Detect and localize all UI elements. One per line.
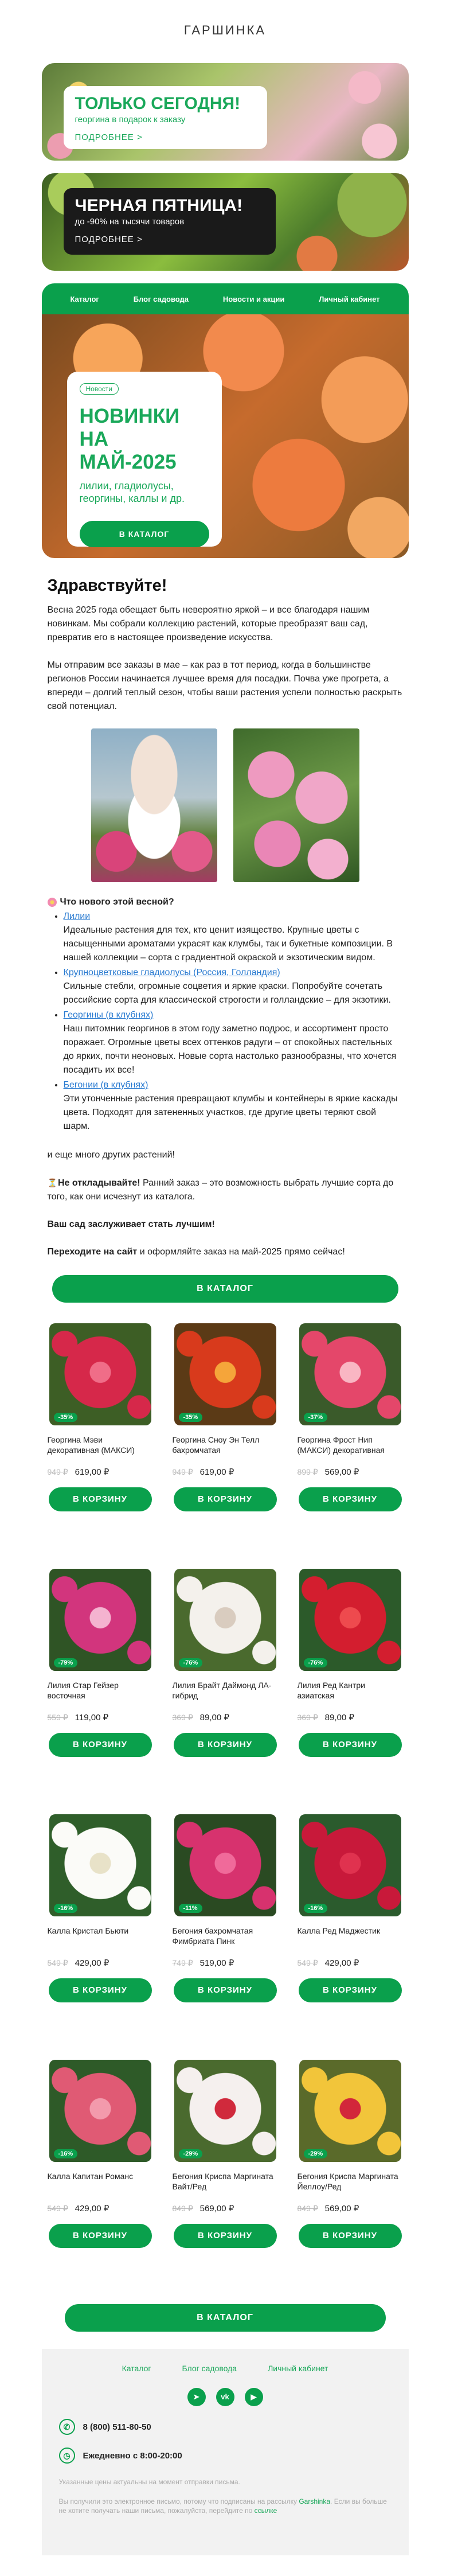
nav-catalog[interactable]: Каталог: [70, 294, 99, 303]
product-name[interactable]: Бегония Криспа Маргината Вайт/Ред: [172, 2172, 273, 2191]
footer: [42, 2349, 409, 2555]
hero-image[interactable]: [42, 314, 409, 558]
product-prices: [298, 2203, 403, 2213]
product-image[interactable]: [299, 1814, 401, 1916]
product-card[interactable]: [292, 1566, 409, 1812]
social-links: [59, 2388, 392, 2406]
hero-card: [67, 372, 222, 547]
urgent-text: Ранний заказ – это возможность выбрать лучшие сорта до того, как они исчезнут из каталога.: [47, 1178, 394, 1202]
email-column: [42, 0, 409, 2555]
category-item: [64, 966, 403, 1007]
telegram-icon[interactable]: ➤: [187, 2388, 206, 2406]
promo-more-link[interactable]: ПОДРОБНЕЕ >: [75, 132, 143, 142]
current-price: 569,00 ₽: [324, 1467, 359, 1477]
brand-link[interactable]: Garshinka: [299, 2497, 331, 2505]
hours-row: [59, 2448, 392, 2464]
product-card[interactable]: [42, 2057, 159, 2303]
garden-photo: [91, 728, 217, 882]
whats-new-text: Что нового этой весной?: [60, 897, 174, 907]
product-card[interactable]: [167, 1566, 284, 1812]
product-image[interactable]: [49, 1814, 151, 1916]
product-prices: [173, 1712, 278, 1722]
product-image[interactable]: [174, 1569, 276, 1671]
product-name[interactable]: Калла Капитан Романс: [47, 2172, 134, 2181]
discount-badge: -16%: [304, 1904, 328, 1913]
product-image[interactable]: [174, 2060, 276, 2162]
product-prices: [48, 1712, 153, 1722]
hourglass-icon: ⏳: [47, 1178, 57, 1187]
product-card[interactable]: [292, 2057, 409, 2303]
promo-title: ЧЕРНАЯ ПЯТНИЦА!: [75, 196, 243, 215]
product-name[interactable]: Георгина Сноу Эн Телл бахромчатая: [172, 1435, 260, 1455]
old-price: 899 ₽: [297, 1467, 318, 1476]
discount-badge: -35%: [54, 1413, 78, 1422]
note-mid: . Если вы больше не хотите получать наши письма, пожалуйста, перейдите по: [58, 2497, 387, 2515]
deserves-bold: Ваш сад заслуживает стать лучшим!: [47, 1219, 215, 1229]
product-card[interactable]: [42, 1566, 159, 1812]
current-price: 429,00 ₽: [75, 1958, 109, 1968]
add-to-cart-button[interactable]: В КОРЗИНУ: [174, 1733, 277, 1757]
product-image[interactable]: [49, 2060, 151, 2162]
product-name[interactable]: Лилия Стар Гейзер восточная: [47, 1681, 119, 1700]
add-to-cart-button[interactable]: В КОРЗИНУ: [174, 2224, 277, 2248]
go-paragraph: [48, 1245, 403, 1259]
unsubscribe-link[interactable]: ссылке: [254, 2507, 277, 2515]
phone-icon: ✆: [59, 2419, 75, 2435]
vk-icon[interactable]: vk: [216, 2388, 234, 2406]
add-to-cart-button[interactable]: В КОРЗИНУ: [174, 1487, 277, 1511]
product-prices: [298, 1712, 403, 1722]
product-image[interactable]: [174, 1814, 276, 1916]
letter-body: [42, 576, 409, 1259]
unsubscribe-note: [59, 2497, 392, 2515]
category-item: [64, 1008, 403, 1077]
hero-title: НОВИНКИ НА МАЙ-2025: [79, 405, 180, 473]
discount-badge: -16%: [54, 2149, 78, 2158]
discount-badge: -79%: [54, 1658, 78, 1667]
brand-logo[interactable]: ГАРШИНКА: [183, 23, 267, 37]
product-name[interactable]: Бегония бахромчатая Фимбриата Пинк: [172, 1926, 253, 1946]
product-name[interactable]: Георгина Фрост Нип (МАКСИ) декоративная: [297, 1435, 385, 1455]
promo-subtitle: до -90% на тысячи товаров: [75, 217, 185, 227]
hero-block: [42, 283, 409, 558]
footer-nav-account[interactable]: Личный кабинет: [268, 2364, 328, 2373]
add-to-cart-button[interactable]: В КОРЗИНУ: [299, 1487, 402, 1511]
more-plants-text: и еще много других растений!: [47, 1150, 175, 1160]
product-image[interactable]: [299, 1323, 401, 1425]
product-prices: [173, 1467, 278, 1477]
product-card[interactable]: [42, 1321, 159, 1566]
current-price: 429,00 ₽: [324, 1958, 359, 1968]
category-link-dahlias[interactable]: Георгины (в клубнях): [63, 1010, 154, 1020]
category-desc: Эти утонченные растения превращают клумбы и контейнеры в яркие каскады цвета. Подходят для затененных участков, где другие цветы теряют свой шарм.: [63, 1094, 398, 1131]
old-price: 369 ₽: [172, 1713, 193, 1722]
main-nav: [42, 283, 409, 314]
product-prices: [48, 2203, 153, 2213]
go-text: и оформляйте заказ на май-2025 прямо сейчас!: [137, 1247, 345, 1257]
current-price: 619,00 ₽: [199, 1467, 234, 1477]
footer-nav-catalog[interactable]: Каталог: [122, 2364, 151, 2373]
product-card[interactable]: [167, 1812, 284, 2057]
nav-account[interactable]: Личный кабинет: [319, 294, 380, 303]
product-image[interactable]: [49, 1323, 151, 1425]
promo-card-today: [64, 86, 267, 149]
old-price: 549 ₽: [47, 2204, 68, 2213]
discount-badge: -29%: [179, 2149, 203, 2158]
old-price: 949 ₽: [47, 1467, 68, 1476]
clock-icon: ◷: [59, 2448, 75, 2464]
old-price: 849 ₽: [297, 2204, 318, 2213]
product-name[interactable]: Георгина Мэви декоративная (МАКСИ): [47, 1435, 135, 1455]
promo-banner-black-friday[interactable]: [42, 173, 409, 271]
category-link-gladiolus[interactable]: Крупноцветковые гладиолусы (Россия, Голландия): [63, 968, 280, 977]
old-price: 549 ₽: [297, 1958, 318, 1967]
whats-new-heading: [48, 897, 403, 907]
working-hours: Ежедневно с 8:00-20:00: [83, 2450, 182, 2461]
discount-badge: -76%: [304, 1658, 328, 1667]
product-prices: [298, 1467, 403, 1477]
urgent-bold: Не откладывайте!: [57, 1178, 140, 1188]
product-image[interactable]: [174, 1323, 276, 1425]
current-price: 89,00 ₽: [199, 1713, 229, 1722]
price-disclaimer: Указанные цены актуальны на момент отправки письма.: [58, 2478, 240, 2486]
letter-catalog-button[interactable]: В КАТАЛОГ: [52, 1275, 398, 1303]
category-desc: Наш питомник георгинов в этом году заметно подрос, и ассортимент просто поражает. Огромные цветы всех оттенков радуги – от спокойных пастельных до ярких, почти неоновых. Новые сорта настолько разнообразны, что хочется посадить их все!: [63, 1024, 397, 1075]
product-card[interactable]: [292, 1321, 409, 1566]
old-price: 369 ₽: [297, 1713, 318, 1722]
product-image[interactable]: [49, 1569, 151, 1671]
product-name[interactable]: Калла Ред Маджестик: [297, 1926, 380, 1935]
product-image[interactable]: [299, 2060, 401, 2162]
add-to-cart-button[interactable]: В КОРЗИНУ: [49, 1978, 152, 2002]
product-prices: [48, 1958, 153, 1968]
add-to-cart-button[interactable]: В КОРЗИНУ: [49, 1733, 152, 1757]
product-name[interactable]: Лилия Ред Кантри азиатская: [297, 1681, 365, 1700]
category-desc: Идеальные растения для тех, кто ценит изящество. Крупные цветы с насыщенными ароматами украсят как клумбы, так и букетные композиции. В нашей коллекции – сорта с градиентной окраской и экзотическим видом.: [63, 925, 393, 962]
product-card[interactable]: [292, 1812, 409, 2057]
promo-title: ТОЛЬКО СЕГОДНЯ!: [75, 94, 241, 113]
add-to-cart-button[interactable]: В КОРЗИНУ: [299, 1733, 402, 1757]
current-price: 569,00 ₽: [199, 2204, 234, 2213]
category-item: [64, 910, 403, 965]
go-bold: Переходите на сайт: [47, 1247, 138, 1257]
add-to-cart-button[interactable]: В КОРЗИНУ: [49, 1487, 152, 1511]
hero-subtitle: лилии, гладиолусы, георгины, каллы и др.: [79, 480, 185, 504]
greeting: Здравствуйте!: [47, 576, 167, 595]
product-name[interactable]: Калла Кристал Бьюти: [47, 1926, 129, 1935]
discount-badge: -37%: [304, 1413, 328, 1422]
current-price: 119,00 ₽: [75, 1713, 109, 1722]
discount-badge: -29%: [304, 2149, 328, 2158]
category-link-lilies[interactable]: Лилии: [63, 911, 91, 921]
footer-nav: [59, 2364, 392, 2373]
photo-row: [48, 728, 403, 882]
current-price: 519,00 ₽: [199, 1958, 234, 1968]
news-badge: Новости: [80, 383, 119, 395]
old-price: 849 ₽: [172, 2204, 193, 2213]
promo-more-link[interactable]: ПОДРОБНЕЕ >: [75, 235, 143, 244]
product-name[interactable]: Бегония Криспа Маргината Йеллоу/Ред: [297, 2172, 398, 2191]
product-image[interactable]: [299, 1569, 401, 1671]
deserves-text: [48, 1218, 403, 1232]
old-price: 949 ₽: [172, 1467, 193, 1476]
phone-number[interactable]: 8 (800) 511-80-50: [83, 2422, 151, 2432]
category-desc: Сильные стебли, огромные соцветия и яркие краски. Попробуйте сочетать российские сорта для классической строгости и голландские – для экзотики.: [63, 981, 391, 1005]
category-item: [64, 1078, 403, 1133]
shipping-paragraph: Мы отправим все заказы в мае – как раз в тот период, когда в большинстве регионов России начинается лучшее время для посадки. Почва уже прогрета, а впереди – долгий теплый сезон, чтобы ваши растения успели полностью раскрыть свой потенциал.: [47, 660, 402, 711]
product-prices: [298, 1958, 403, 1968]
add-to-cart-button[interactable]: В КОРЗИНУ: [299, 1978, 402, 2002]
phone-row: [59, 2419, 392, 2435]
nav-news[interactable]: Новости и акции: [222, 294, 285, 303]
product-prices: [173, 2203, 278, 2213]
flower-icon: [48, 898, 57, 907]
urgent-paragraph: [48, 1176, 403, 1204]
current-price: 619,00 ₽: [75, 1467, 109, 1477]
intro-paragraph: Весна 2025 года обещает быть невероятно яркой – и все благодаря нашим новинкам. Мы собрали коллекцию растений, которые преобразят ваш сад, превратив его в настоящее произведение искусства.: [47, 605, 370, 642]
old-price: 549 ₽: [47, 1958, 68, 1967]
product-prices: [173, 1958, 278, 1968]
discount-badge: -16%: [54, 1904, 78, 1913]
lily-photo: [233, 728, 359, 882]
current-price: 429,00 ₽: [75, 2204, 109, 2213]
product-card[interactable]: [42, 1812, 159, 2057]
product-grid: [42, 1321, 409, 2303]
product-card[interactable]: [167, 2057, 284, 2303]
promo-subtitle: георгина в подарок к заказу: [75, 115, 186, 124]
footer-nav-blog[interactable]: Блог садовода: [182, 2364, 237, 2373]
bottom-catalog-button[interactable]: В КАТАЛОГ: [65, 2304, 386, 2332]
note-pre: Вы получили это электронное письмо, потому что подписаны на рассылку: [58, 2497, 299, 2505]
hero-catalog-button[interactable]: В КАТАЛОГ: [80, 521, 209, 547]
add-to-cart-button[interactable]: В КОРЗИНУ: [49, 2224, 152, 2248]
category-list: [48, 910, 403, 1133]
old-price: 559 ₽: [47, 1713, 68, 1722]
discount-badge: -35%: [179, 1413, 203, 1422]
promo-card-black-friday: [64, 188, 276, 255]
current-price: 89,00 ₽: [324, 1713, 354, 1722]
promo-banner-today[interactable]: [42, 63, 409, 161]
youtube-icon[interactable]: ▶: [245, 2388, 263, 2406]
discount-badge: -76%: [179, 1658, 203, 1667]
nav-blog[interactable]: Блог садовода: [133, 294, 189, 303]
product-card[interactable]: [167, 1321, 284, 1566]
discount-badge: -11%: [179, 1904, 202, 1913]
old-price: 749 ₽: [172, 1958, 193, 1967]
current-price: 569,00 ₽: [324, 2204, 359, 2213]
add-to-cart-button[interactable]: В КОРЗИНУ: [174, 1978, 277, 2002]
category-link-begonias[interactable]: Бегонии (в клубнях): [63, 1080, 148, 1090]
product-name[interactable]: Лилия Брайт Даймонд ЛА-гибрид: [172, 1681, 272, 1700]
add-to-cart-button[interactable]: В КОРЗИНУ: [299, 2224, 402, 2248]
product-prices: [48, 1467, 153, 1477]
